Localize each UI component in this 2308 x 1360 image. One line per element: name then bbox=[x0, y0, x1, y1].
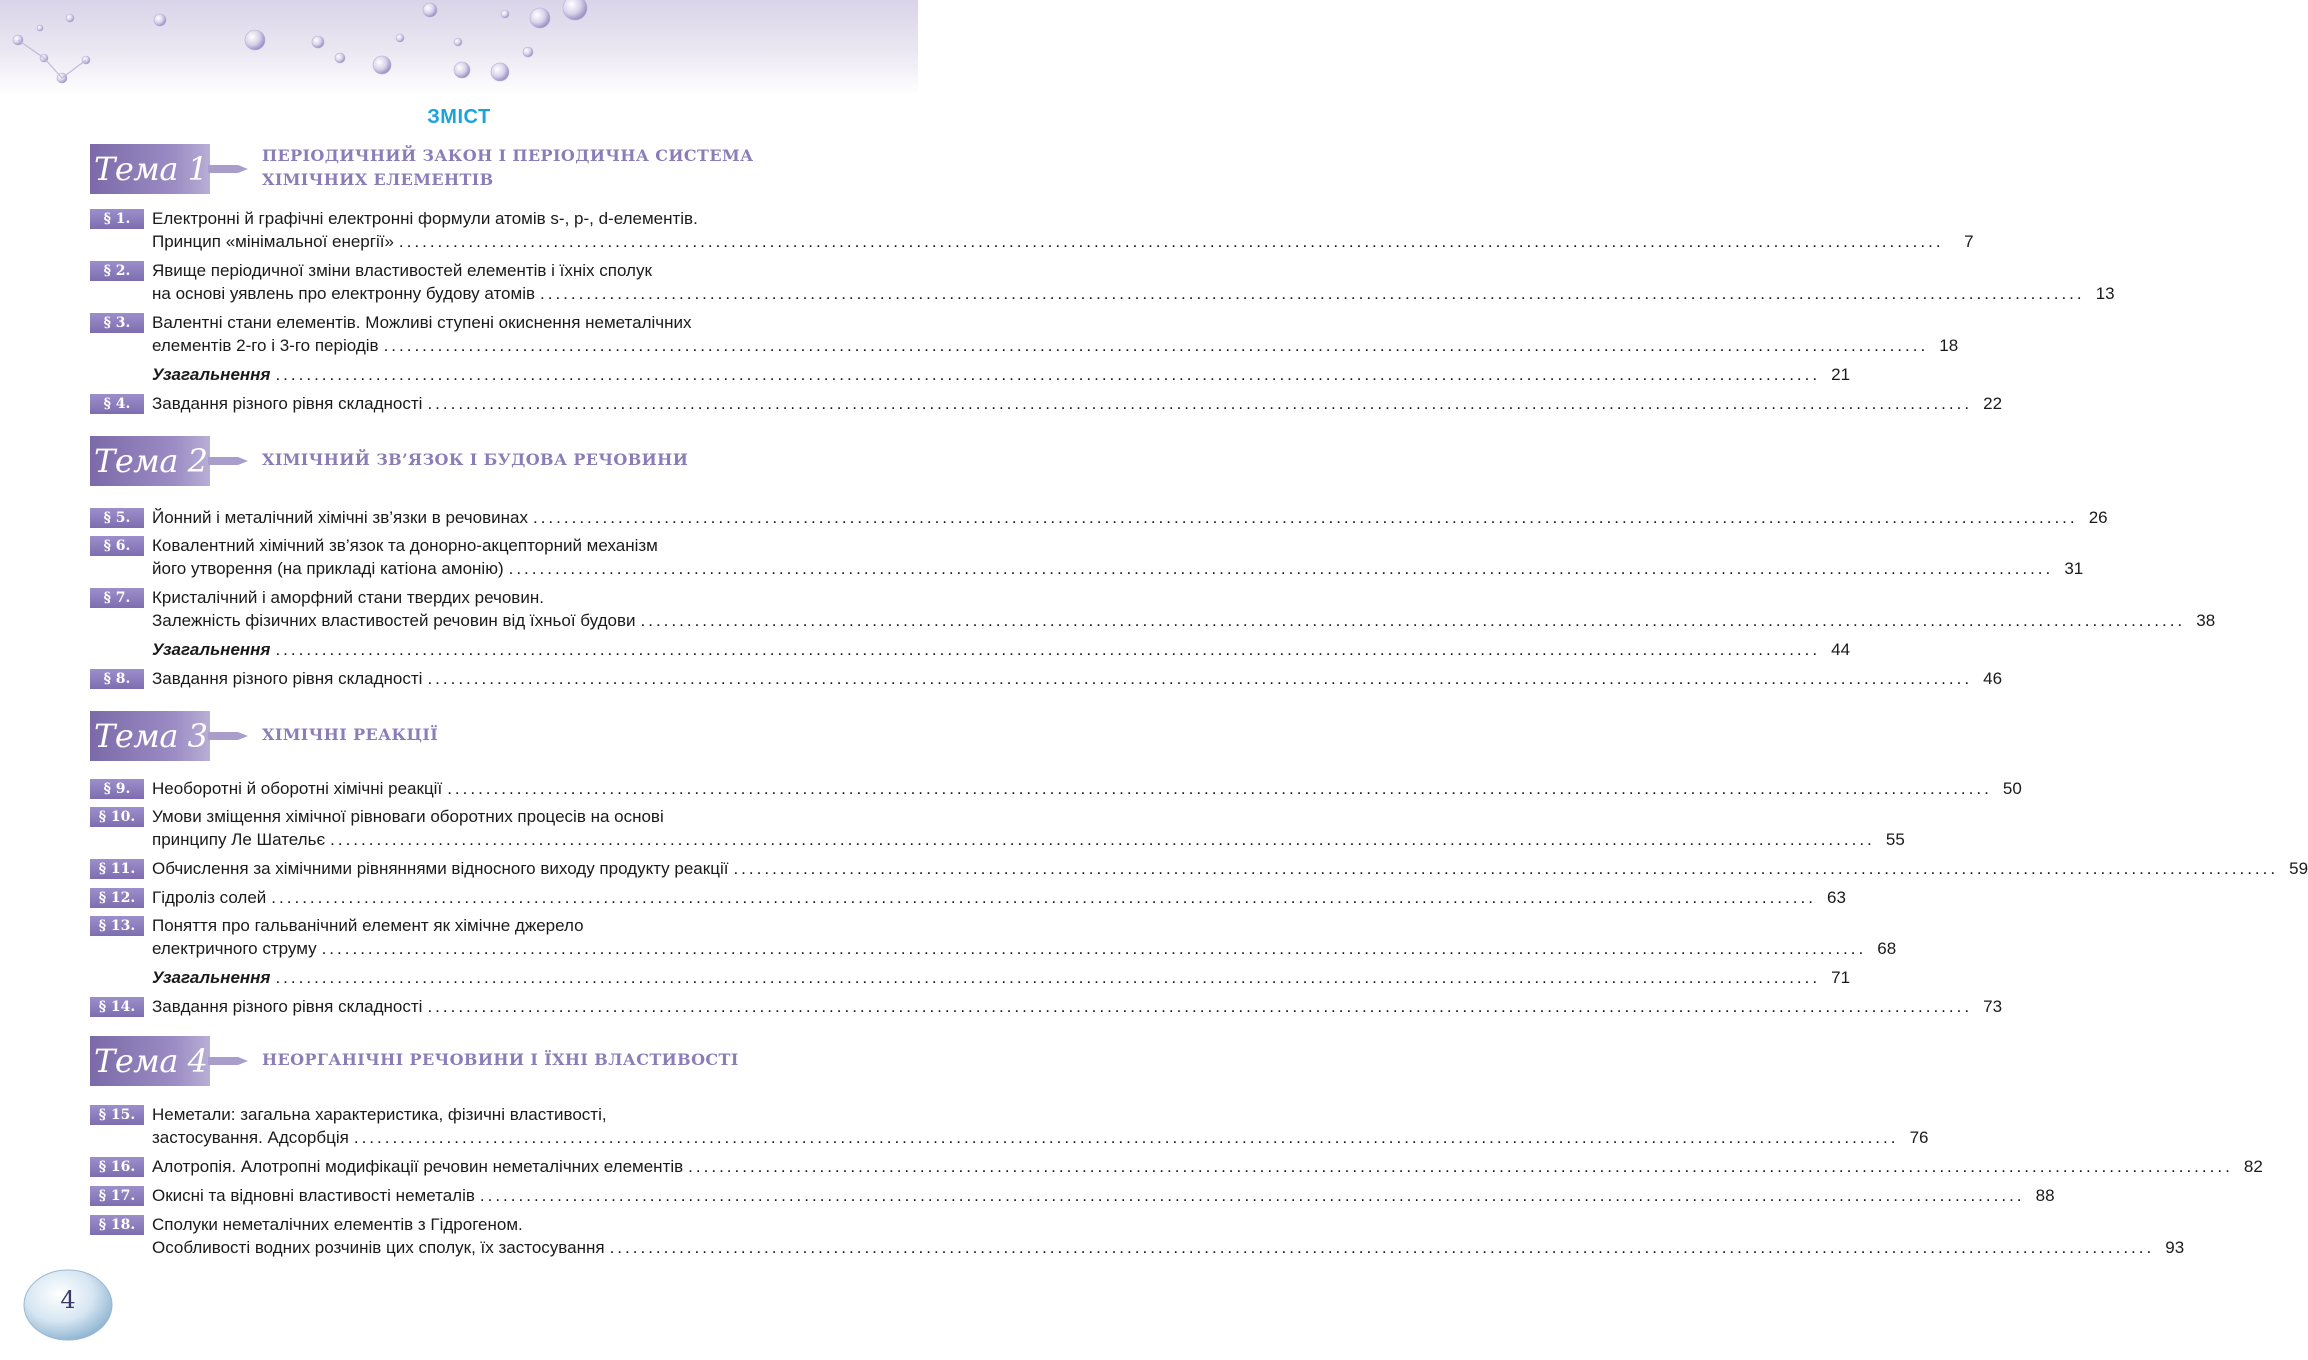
entry-text bbox=[152, 535, 2084, 580]
entry-line bbox=[152, 558, 2084, 581]
dot-leader: ........................................................................................................................................................................................................ bbox=[383, 335, 1929, 355]
entry-line-text: на основі уявлень про електронну будову атомів bbox=[152, 283, 535, 303]
entry-line-text: Завдання різного рівня складності bbox=[152, 669, 423, 688]
entry-line bbox=[152, 1104, 832, 1127]
dot-leader: ........................................................................................................................................................................................................ bbox=[321, 938, 1867, 958]
entry-line bbox=[152, 610, 2216, 633]
entry-line bbox=[152, 208, 832, 231]
entry-line-text: Узагальнення bbox=[152, 968, 271, 987]
entry-line bbox=[152, 1214, 832, 1237]
page-reference: 59 bbox=[2289, 859, 2308, 878]
page-reference: 82 bbox=[2243, 1157, 2263, 1176]
dot-leader: ........................................................................................................................................................................................................ bbox=[508, 558, 2054, 578]
topic-title bbox=[262, 144, 862, 192]
topic-title-line: ХІМІЧНИХ ЕЛЕМЕНТІВ bbox=[262, 170, 494, 189]
dot-leader: ........................................................................................................................................................................................................ bbox=[427, 394, 1973, 413]
dot-leader: ........................................................................................................................................................................................................ bbox=[427, 669, 1973, 688]
section-number-badge: § 16. bbox=[90, 1157, 144, 1177]
entry-line bbox=[152, 938, 1897, 961]
entry-line-text: Явище періодичної зміни властивостей елементів і їхніх сполук bbox=[152, 261, 652, 280]
page-reference: 93 bbox=[2165, 1237, 2185, 1257]
entry-line bbox=[152, 996, 2003, 1019]
entry-line bbox=[152, 1156, 2263, 1179]
entry-text bbox=[152, 1156, 2263, 1179]
entry-line bbox=[152, 364, 1851, 387]
entry-line bbox=[152, 1185, 2055, 1208]
entry-line bbox=[152, 778, 2022, 801]
entry-line-text: Поняття про гальванічний елемент як хімічне джерело bbox=[152, 916, 584, 935]
entry-line bbox=[152, 639, 1851, 662]
dot-leader: ........................................................................................................................................................................................................ bbox=[733, 859, 2279, 878]
section-number-badge: § 5. bbox=[90, 508, 144, 528]
page-reference: 21 bbox=[1831, 365, 1851, 384]
section-number-badge: § 10. bbox=[90, 807, 144, 827]
entry-text bbox=[152, 1214, 2185, 1259]
entry-line-text: принципу Ле Шательє bbox=[152, 829, 326, 849]
topic-badge-label: Тема 2 bbox=[94, 442, 208, 480]
entry-line-text: Кристалічний і аморфний стани твердих речовин. bbox=[152, 588, 544, 607]
entry-line-text: його утворення (на прикладі катіона амонію) bbox=[152, 558, 504, 578]
entry-line-text: Необоротні й оборотні хімічні реакції bbox=[152, 779, 443, 798]
entry-line-text: Алотропія. Алотропні модифікації речовин неметалічних елементів bbox=[152, 1157, 684, 1176]
page-reference: 18 bbox=[1939, 335, 1959, 355]
contents-title: ЗМІСТ bbox=[427, 106, 491, 128]
arrow-icon bbox=[208, 161, 248, 177]
page-reference: 46 bbox=[1983, 669, 2003, 688]
page-reference: 68 bbox=[1877, 938, 1897, 958]
page-reference: 50 bbox=[2002, 779, 2022, 798]
page-reference: 55 bbox=[1885, 829, 1905, 849]
entry-line-text: Узагальнення bbox=[152, 365, 271, 384]
topic-badge-label: Тема 4 bbox=[94, 1042, 208, 1080]
topic-title bbox=[262, 448, 862, 472]
entry-text bbox=[152, 507, 2108, 530]
entry-line bbox=[152, 1237, 2185, 1260]
entry-line bbox=[152, 587, 832, 610]
page-reference: 73 bbox=[1983, 997, 2003, 1016]
dot-leader: ........................................................................................................................................................................................................ bbox=[688, 1157, 2233, 1176]
section-number-badge: § 18. bbox=[90, 1215, 144, 1235]
topic-header bbox=[90, 1036, 890, 1086]
entry-line-text: Принцип «мінімальної енергії» bbox=[152, 231, 394, 251]
entry-text bbox=[152, 260, 2115, 305]
dot-leader: ........................................................................................................................................................................................................ bbox=[447, 779, 1992, 798]
entry-line bbox=[152, 915, 832, 938]
entry-text bbox=[152, 967, 1851, 990]
page-reference: 76 bbox=[1909, 1127, 1929, 1147]
entry-line-text: Залежність фізичних властивостей речовин від їхньої будови bbox=[152, 610, 636, 630]
entry-line bbox=[152, 806, 832, 829]
section-number-badge: § 14. bbox=[90, 997, 144, 1017]
entry-line bbox=[152, 668, 2003, 691]
topic-title-line: ХІМІЧНІ РЕАКЦІЇ bbox=[262, 725, 439, 744]
dot-leader: ........................................................................................................................................................................................................ bbox=[330, 829, 1875, 849]
topic-header bbox=[90, 144, 890, 194]
entry-text bbox=[152, 364, 1851, 387]
entry-text bbox=[152, 639, 1851, 662]
entry-line-text: Узагальнення bbox=[152, 640, 271, 659]
entry-line bbox=[152, 260, 832, 283]
entry-line-text: Завдання різного рівня складності bbox=[152, 997, 423, 1016]
entry-text bbox=[152, 312, 1959, 357]
section-number-badge: § 15. bbox=[90, 1105, 144, 1125]
dot-leader: ........................................................................................................................................................................................................ bbox=[353, 1127, 1899, 1147]
dot-leader: ........................................................................................................................................................................................................ bbox=[275, 365, 1821, 384]
entry-text bbox=[152, 668, 2003, 691]
dot-leader: ........................................................................................................................................................................................................ bbox=[640, 610, 2186, 630]
dot-leader: ........................................................................................................................................................................................................ bbox=[479, 1186, 2025, 1205]
entry-line-text: Електронні й графічні електронні формули атомів s-, p-, d-елементів. bbox=[152, 209, 698, 228]
section-number-badge: § 9. bbox=[90, 779, 144, 799]
decorative-header-banner bbox=[0, 0, 918, 95]
topic-badge-label: Тема 1 bbox=[94, 150, 208, 188]
section-number-badge: § 4. bbox=[90, 394, 144, 414]
section-number-badge: § 17. bbox=[90, 1186, 144, 1206]
page-number: 4 bbox=[60, 1286, 76, 1314]
arrow-icon bbox=[208, 453, 248, 469]
entry-line-text: Обчислення за хімічними рівняннями відносного виходу продукту реакції bbox=[152, 859, 729, 878]
entry-line-text: Сполуки неметалічних елементів з Гідрогеном. bbox=[152, 1215, 523, 1234]
dot-leader: ........................................................................................................................................................................................................ bbox=[275, 968, 1821, 987]
entry-line bbox=[152, 535, 832, 558]
dot-leader: ........................................................................................................................................................................................................ bbox=[540, 283, 2085, 303]
topic-title bbox=[262, 723, 862, 747]
entry-line bbox=[152, 507, 2108, 530]
dot-leader: ........................................................................................................................................................................................................ bbox=[609, 1237, 2155, 1257]
entry-line bbox=[152, 393, 2003, 416]
page-reference: 44 bbox=[1831, 640, 1851, 659]
entry-line bbox=[152, 283, 2115, 306]
topic-header bbox=[90, 711, 890, 761]
page-reference: 13 bbox=[2095, 283, 2115, 303]
section-number-badge: § 6. bbox=[90, 536, 144, 556]
entry-text bbox=[152, 393, 2003, 416]
entry-line bbox=[152, 967, 1851, 990]
topic-badge bbox=[90, 1036, 210, 1086]
entry-text bbox=[152, 208, 1974, 253]
section-number-badge: § 3. bbox=[90, 313, 144, 333]
page-reference: 63 bbox=[1827, 888, 1846, 907]
page-reference: 31 bbox=[2064, 558, 2084, 578]
entry-line-text: Особливості водних розчинів цих сполук, їх застосування bbox=[152, 1237, 605, 1257]
arrow-icon bbox=[208, 1053, 248, 1069]
entry-line-text: Неметали: загальна характеристика, фізичні властивості, bbox=[152, 1105, 607, 1124]
entry-line bbox=[152, 335, 1959, 358]
entry-text bbox=[152, 887, 1846, 910]
topic-badge bbox=[90, 144, 210, 194]
entry-line-text: елементів 2-го і 3-го періодів bbox=[152, 335, 379, 355]
topic-badge-label: Тема 3 bbox=[94, 717, 208, 755]
entry-text bbox=[152, 806, 1905, 851]
entry-text bbox=[152, 1104, 1929, 1149]
entry-line bbox=[152, 887, 1846, 910]
entry-text bbox=[152, 996, 2003, 1019]
topic-badge bbox=[90, 436, 210, 486]
entry-text bbox=[152, 1185, 2055, 1208]
page-reference: 38 bbox=[2196, 610, 2216, 630]
entry-text bbox=[152, 587, 2216, 632]
entry-line-text: Завдання різного рівня складності bbox=[152, 394, 423, 413]
dot-leader: ........................................................................................................................................................................................................ bbox=[427, 997, 1973, 1016]
entry-line-text: Умови зміщення хімічної рівноваги оборотних процесів на основі bbox=[152, 807, 664, 826]
section-number-badge: § 7. bbox=[90, 588, 144, 608]
section-number-badge: § 1. bbox=[90, 209, 144, 229]
entry-text bbox=[152, 778, 2022, 801]
entry-line-text: Окисні та відновні властивості неметалів bbox=[152, 1186, 475, 1205]
entry-line-text: Йонний і металічний хімічні зв’язки в речовинах bbox=[152, 508, 528, 527]
bubbles-decoration bbox=[0, 0, 918, 95]
topic-title bbox=[262, 1048, 862, 1072]
topic-header bbox=[90, 436, 890, 486]
page-reference: 71 bbox=[1831, 968, 1851, 987]
arrow-icon bbox=[208, 728, 248, 744]
dot-leader: ........................................................................................................................................................................................................ bbox=[532, 508, 2078, 527]
dot-leader: ........................................................................................................................................................................................................ bbox=[271, 888, 1816, 907]
entry-line-text: електричного струму bbox=[152, 938, 317, 958]
entry-line bbox=[152, 829, 1905, 852]
section-number-badge: § 12. bbox=[90, 888, 144, 908]
topic-badge bbox=[90, 711, 210, 761]
section-number-badge: § 8. bbox=[90, 669, 144, 689]
entry-line-text: Ковалентний хімічний зв’язок та донорно-акцепторний механізм bbox=[152, 536, 658, 555]
entry-line-text: застосування. Адсорбція bbox=[152, 1127, 349, 1147]
entry-line-text: Валентні стани елементів. Можливі ступені окиснення неметалічних bbox=[152, 313, 692, 332]
entry-text bbox=[152, 858, 2308, 881]
section-number-badge: § 13. bbox=[90, 916, 144, 936]
topic-title-line: ПЕРІОДИЧНИЙ ЗАКОН І ПЕРІОДИЧНА СИСТЕМА bbox=[262, 146, 754, 165]
entry-line bbox=[152, 312, 832, 335]
entry-text bbox=[152, 915, 1897, 960]
section-number-badge: § 11. bbox=[90, 859, 144, 879]
entry-line bbox=[152, 858, 2308, 881]
section-number-badge: § 2. bbox=[90, 261, 144, 281]
dot-leader: ........................................................................................................................................................................................................ bbox=[398, 231, 1944, 251]
page-reference: 88 bbox=[2035, 1186, 2055, 1205]
entry-line bbox=[152, 1127, 1929, 1150]
page-reference: 22 bbox=[1983, 394, 2003, 413]
entry-line bbox=[152, 231, 1974, 254]
topic-title-line: НЕОРГАНІЧНІ РЕЧОВИНИ І ЇХНІ ВЛАСТИВОСТІ bbox=[262, 1050, 739, 1069]
dot-leader: ........................................................................................................................................................................................................ bbox=[275, 640, 1821, 659]
page-reference: 26 bbox=[2088, 508, 2108, 527]
entry-line-text: Гідроліз солей bbox=[152, 888, 267, 907]
topic-title-line: ХІМІЧНИЙ ЗВ’ЯЗОК І БУДОВА РЕЧОВИНИ bbox=[262, 450, 689, 469]
page-reference: 7 bbox=[1964, 231, 1974, 251]
